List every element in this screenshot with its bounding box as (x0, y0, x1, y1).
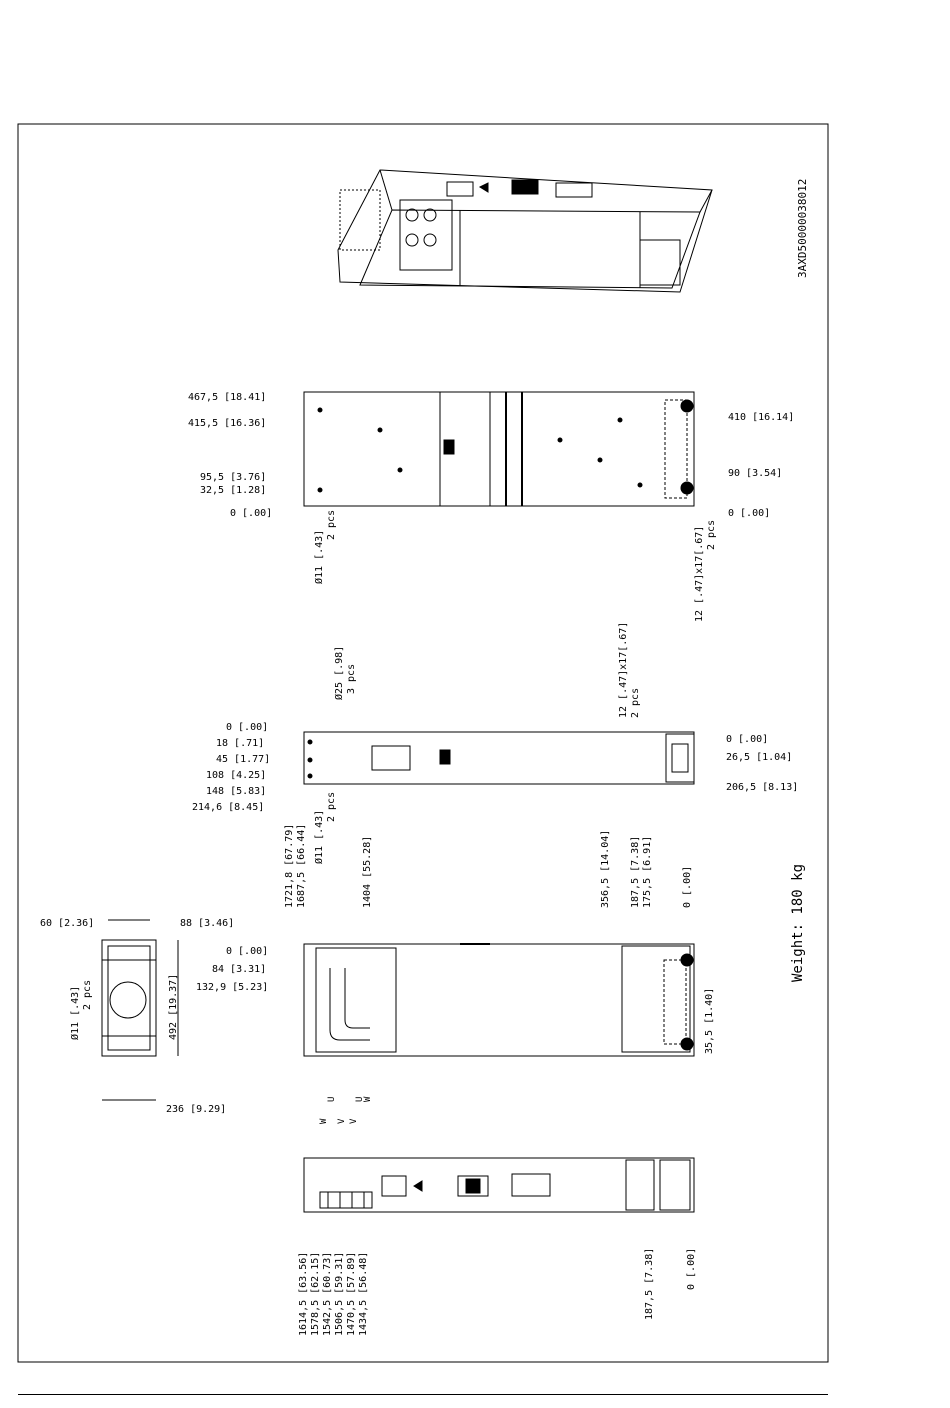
upper-view-left-dims (188, 392, 272, 519)
dim-bottom-2: 1542,5 [60.73] (322, 1251, 333, 1336)
phase-label-4: V (349, 1118, 359, 1124)
dim-bottom-5: 1434,5 [56.48] (358, 1251, 369, 1336)
dim-bottom-4: 1470,5 [57.89] (346, 1251, 357, 1336)
dim-side-top-1: 1687,5 [66.44] (296, 823, 307, 908)
dim-mid-top-1: 3 pcs (346, 663, 357, 694)
side-view (304, 944, 694, 1056)
dim-mid-top-0: Ø25 [.98] (334, 645, 345, 700)
dim-side-top-3: 356,5 [14.04] (600, 829, 611, 908)
end-view (102, 920, 178, 1100)
dim-end-5: 236 [9.29] (166, 1104, 227, 1115)
side-view-left-dims (196, 946, 268, 993)
end-view-dims (40, 918, 234, 1115)
dim-mid-left-2: 45 [1.77] (216, 754, 271, 765)
dim-side-top-2: 1404 [55.28] (362, 835, 373, 908)
upper-view (304, 392, 694, 506)
dim-side-top-0: 1721,8 [67.79] (284, 823, 295, 908)
side-view-bottom-dims (704, 988, 715, 1054)
dim-end-4: 492 [19.37] (168, 973, 179, 1040)
middle-view (304, 732, 694, 784)
isometric-view (338, 170, 712, 292)
upper-view-right-dims (728, 412, 794, 519)
dim-mid-top-3: 2 pcs (326, 791, 337, 822)
dim-mid-right-2: 206,5 [8.13] (726, 782, 799, 793)
phase-label-0: W (319, 1118, 329, 1124)
dim-upper-left-0: 467,5 [18.41] (188, 392, 267, 403)
dim-mid-left-1: 18 [.71] (216, 738, 265, 749)
dim-side-top-6: 0 [.00] (682, 865, 693, 908)
dim-end-3: 2 pcs (82, 979, 93, 1010)
phase-label-1: V (337, 1118, 347, 1124)
dim-bottom-6: 187,5 [7.38] (644, 1247, 655, 1320)
dim-side-left-1: 84 [3.31] (212, 964, 267, 975)
middle-view-right-dims (726, 734, 798, 793)
phase-label-2: U (327, 1096, 337, 1102)
dim-upper-right-2: 0 [.00] (728, 508, 771, 519)
dim-upper-bottom-0: Ø11 [.43] (314, 529, 325, 584)
dim-side-top-5: 175,5 [6.91] (642, 835, 653, 908)
dim-mid-right-1: 26,5 [1.04] (726, 752, 793, 763)
bottom-view-phase-labels (319, 1096, 373, 1124)
dim-upper-right-1: 90 [3.54] (728, 468, 783, 479)
dim-mid-right-0: 0 [.00] (726, 734, 769, 745)
middle-view-left-dims (192, 722, 270, 813)
side-view-top-dims (284, 824, 693, 908)
drawing-frame (18, 124, 828, 1362)
dim-mid-top-2: Ø11 [.43] (314, 809, 325, 864)
dim-side-left-2: 132,9 [5.23] (196, 982, 269, 993)
dim-bottom-7: 0 [.00] (686, 1247, 697, 1290)
dim-upper-right-0: 410 [16.14] (728, 412, 795, 423)
dim-side-left-0: 0 [.00] (226, 946, 269, 957)
bottom-view-dims (298, 1248, 697, 1336)
dim-upper-left-4: 0 [.00] (230, 508, 273, 519)
weight-label: Weight: 180 kg (790, 863, 806, 982)
dim-end-2: Ø11 [.43] (70, 985, 81, 1040)
dim-side-bottom-0: 35,5 [1.40] (704, 987, 715, 1054)
dim-upper-bottom-1: 2 pcs (326, 509, 337, 540)
drawing-number: 3AXD50000038012 (796, 178, 809, 278)
dim-upper-left-3: 32,5 [1.28] (200, 485, 267, 496)
dim-mid-left-5: 214,6 [8.45] (192, 802, 265, 813)
dim-bottom-1: 1578,5 [62.15] (310, 1251, 321, 1336)
dim-side-top-4: 187,5 [7.38] (630, 835, 641, 908)
dim-upper-left-2: 95,5 [3.76] (200, 472, 267, 483)
dim-upper-bottom-2: 12 [.47]x17[.67] (694, 525, 705, 622)
dim-mid-top-5: 2 pcs (630, 687, 641, 718)
dim-upper-bottom-3: 2 pcs (706, 519, 717, 550)
dim-end-0: 60 [2.36] (40, 918, 95, 929)
dim-mid-left-4: 148 [5.83] (206, 786, 267, 797)
footer-rule (18, 1394, 828, 1395)
middle-view-top-dims (313, 622, 641, 864)
phase-label-5: U (355, 1096, 365, 1102)
phase-label-3: W (363, 1096, 373, 1102)
bottom-view (304, 1158, 694, 1212)
dim-mid-top-4: 12 [.47]x17[.67] (618, 621, 629, 718)
dim-end-1: 88 [3.46] (180, 918, 235, 929)
dim-bottom-3: 1506,5 [59.31] (334, 1251, 345, 1336)
dim-mid-left-0: 0 [.00] (226, 722, 269, 733)
dim-mid-left-3: 108 [4.25] (206, 770, 267, 781)
upper-view-bottom-dims (313, 510, 717, 622)
dim-bottom-0: 1614,5 [63.56] (298, 1251, 309, 1336)
dim-upper-left-1: 415,5 [16.36] (188, 418, 267, 429)
